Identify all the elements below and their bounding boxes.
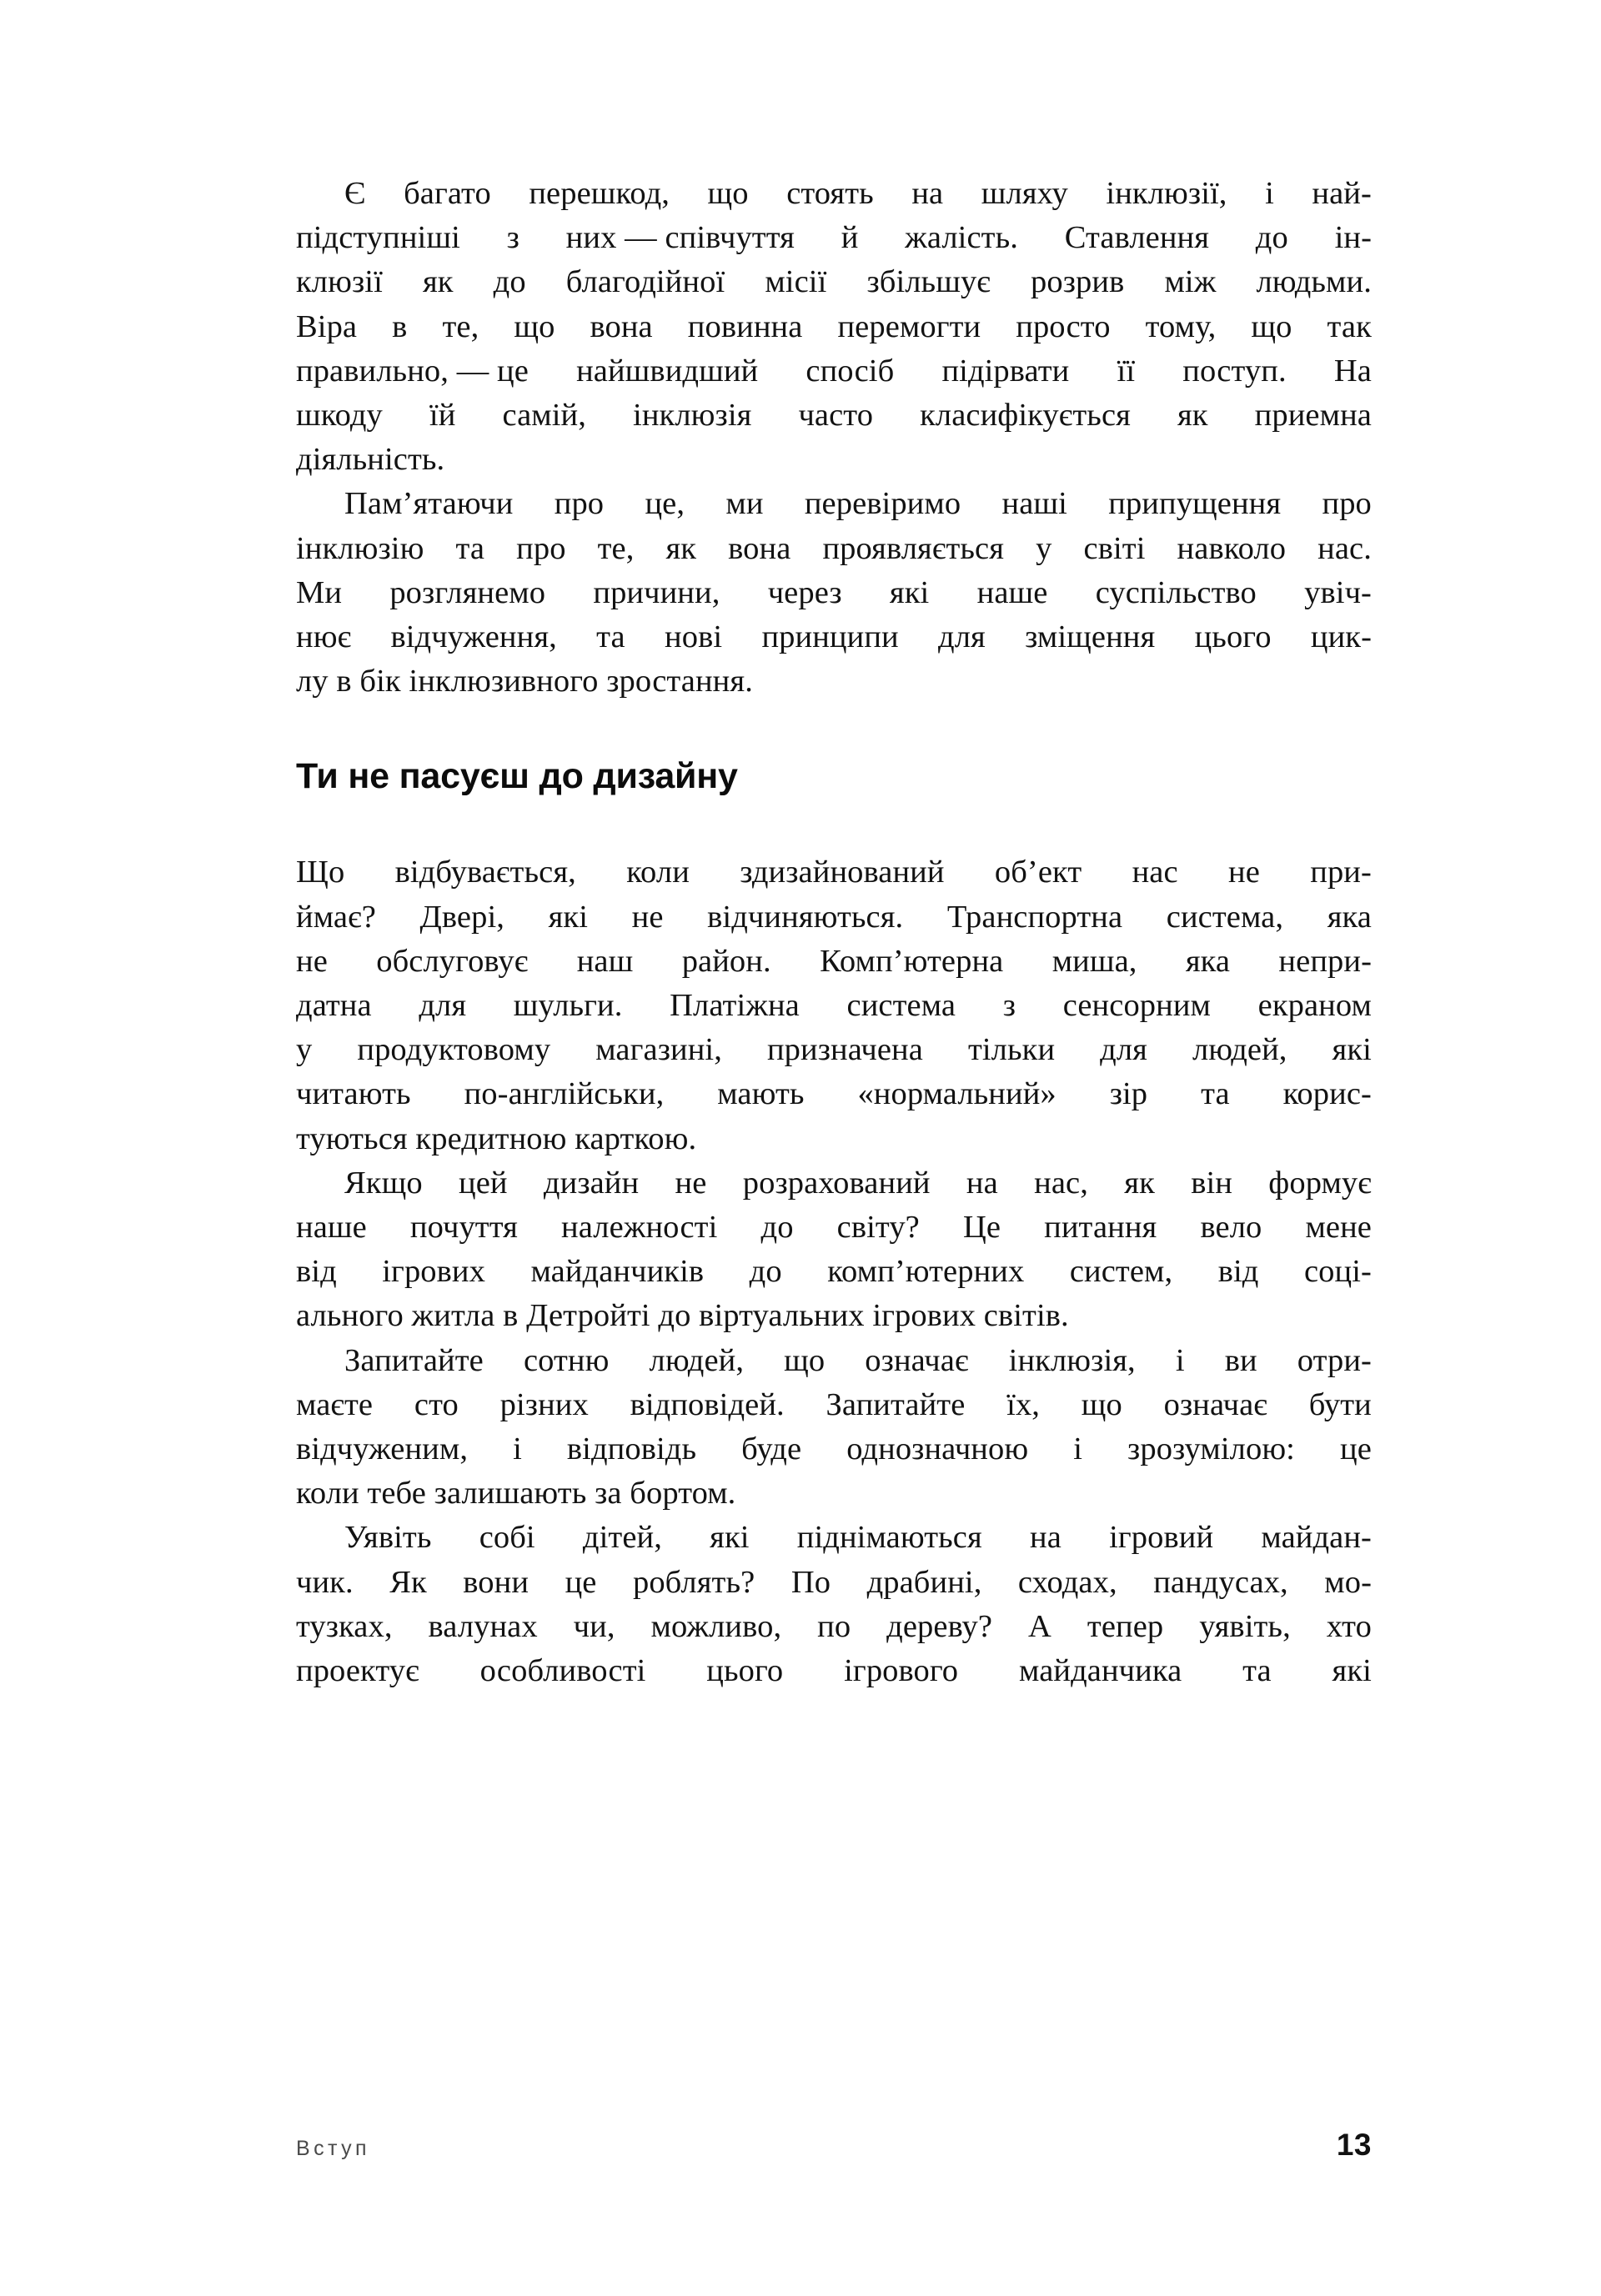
line-word: і	[1175, 1342, 1185, 1378]
text-line	[296, 482, 1372, 526]
paragraph-obstacles	[296, 172, 1372, 482]
line-word: спосіб	[806, 353, 895, 389]
line-word: як	[1124, 1165, 1155, 1201]
line-word: означає	[865, 1342, 969, 1378]
line-word: поступ.	[1182, 353, 1287, 389]
line-word: почуття	[409, 1210, 518, 1246]
line-word: і	[1073, 1431, 1083, 1467]
line-word: що	[707, 176, 749, 211]
line-word: та	[1201, 1076, 1230, 1112]
line-word: екраном	[1257, 988, 1372, 1024]
line-word: місії	[765, 264, 827, 300]
line-word: система	[846, 988, 956, 1024]
text-line: діяльність.	[296, 442, 445, 478]
line-word: Транспортна	[946, 899, 1123, 935]
text-line	[296, 172, 1372, 216]
line-word: розрахований	[742, 1165, 931, 1201]
line-word: вело	[1200, 1210, 1262, 1246]
line-word: ігровий	[1109, 1520, 1214, 1556]
text-line	[296, 1605, 1372, 1649]
line-word: причини,	[593, 574, 720, 610]
line-word: для	[1100, 1032, 1147, 1068]
line-word: належності	[561, 1210, 718, 1246]
text-column	[296, 172, 1372, 1693]
line-word: не	[675, 1165, 707, 1201]
line-word: Це	[962, 1210, 1001, 1246]
line-word: Платіжна	[670, 988, 800, 1024]
line-word: багато	[404, 176, 491, 211]
line-word: інклюзія,	[1008, 1342, 1136, 1378]
line-word: А	[1028, 1608, 1051, 1644]
line-word: які	[1332, 1653, 1372, 1689]
line-word: на	[1030, 1520, 1061, 1556]
line-word: вони	[463, 1564, 529, 1600]
line-word: формує	[1268, 1165, 1372, 1201]
text-line	[296, 850, 1372, 895]
line-word: тузках,	[296, 1608, 393, 1644]
line-word: ігрових	[382, 1254, 485, 1290]
line-word: від	[296, 1254, 337, 1290]
section-heading-design: Ти не пасуєш до дизайну	[296, 756, 738, 797]
line-word: система,	[1166, 899, 1284, 935]
line-word: тепер	[1087, 1608, 1164, 1644]
line-word: до	[760, 1210, 794, 1246]
text-line	[296, 1028, 1372, 1072]
line-word: можливо,	[650, 1608, 782, 1644]
line-word: по-англійськи,	[464, 1076, 665, 1112]
line-word: систем,	[1069, 1254, 1173, 1290]
line-word: сто	[414, 1386, 459, 1422]
line-word: те,	[442, 308, 479, 344]
line-word: Уявіть	[344, 1520, 432, 1556]
line-word: наші	[1001, 486, 1067, 522]
line-word: інклюзію	[296, 530, 424, 566]
line-word: уявіть,	[1199, 1608, 1291, 1644]
page-footer	[296, 2128, 1372, 2171]
text-line	[296, 615, 1372, 659]
line-word: мене	[1305, 1210, 1372, 1246]
line-word: відповідей.	[630, 1386, 785, 1422]
line-word: бути	[1308, 1386, 1372, 1422]
line-word: тільки	[967, 1032, 1056, 1068]
line-word: проявляється	[822, 530, 1005, 566]
line-word: це,	[645, 486, 685, 522]
line-word: повинна	[687, 308, 803, 344]
line-word: на	[911, 176, 944, 211]
line-word: приемна	[1254, 398, 1372, 434]
paragraph-assumptions	[296, 482, 1372, 704]
line-word: підступніші	[296, 220, 460, 256]
line-word: Комп’ютерна	[820, 943, 1004, 979]
line-word: класифікується	[920, 398, 1131, 434]
text-line: лу в бік інклюзивного зростання.	[296, 664, 753, 699]
line-word: шульги.	[513, 988, 623, 1024]
line-word: дітей,	[582, 1520, 662, 1556]
line-word: читають	[296, 1076, 411, 1112]
text-line	[296, 984, 1372, 1028]
line-word: пандусах,	[1153, 1564, 1288, 1600]
paragraph-hundred-people	[296, 1339, 1372, 1516]
line-word: суспільство	[1095, 574, 1257, 610]
line-word: це	[565, 1564, 597, 1600]
text-line	[296, 260, 1372, 304]
line-word: особливості	[479, 1653, 646, 1689]
line-word: Запитайте	[344, 1342, 484, 1378]
line-word: людей,	[649, 1342, 745, 1378]
line-word: отри-	[1297, 1342, 1372, 1378]
line-word: цей	[459, 1165, 508, 1201]
line-word: однозначною	[846, 1431, 1029, 1467]
text-line	[296, 305, 1372, 349]
line-word: продуктовому	[357, 1032, 551, 1068]
paragraph-belonging	[296, 1161, 1372, 1339]
line-word: про	[554, 486, 605, 522]
line-word: до	[493, 264, 526, 300]
line-word: цього	[706, 1653, 784, 1689]
line-word: мають	[717, 1076, 805, 1112]
line-word: що	[784, 1342, 826, 1378]
line-word: до	[749, 1254, 782, 1290]
line-word: розглянемо	[389, 574, 546, 610]
line-word: чи,	[573, 1608, 615, 1644]
line-word: це	[1340, 1431, 1372, 1467]
line-word: майданчика	[1019, 1653, 1182, 1689]
line-word: світі	[1083, 530, 1146, 566]
line-word: шкоду	[296, 398, 383, 434]
line-word: відповідь	[566, 1431, 697, 1467]
line-word: наше	[296, 1210, 367, 1246]
line-word: через	[767, 574, 842, 610]
line-word: людьми.	[1256, 264, 1372, 300]
line-word: соці-	[1303, 1254, 1372, 1290]
page-number: 13	[1336, 2128, 1372, 2162]
line-word: стоять	[786, 176, 874, 211]
line-word: тому,	[1145, 308, 1217, 344]
text-line	[296, 1250, 1372, 1294]
text-line	[296, 527, 1372, 571]
text-line	[296, 1072, 1372, 1116]
line-word: питання	[1044, 1210, 1157, 1246]
line-word: Якщо	[344, 1165, 423, 1201]
line-word: миша,	[1051, 943, 1137, 979]
line-word: сходах,	[1017, 1564, 1117, 1600]
line-word: навколо	[1177, 530, 1287, 566]
line-word: з	[1002, 988, 1016, 1024]
line-word: роблять?	[632, 1564, 755, 1600]
line-word: жалість.	[905, 220, 1018, 256]
line-word: найшвидший	[576, 353, 759, 389]
text-line	[296, 1516, 1372, 1560]
line-word: які	[710, 1520, 750, 1556]
line-word: об’ект	[994, 855, 1082, 890]
line-word: припущення	[1108, 486, 1282, 522]
heading-spacer-below	[296, 797, 1372, 850]
line-word: як	[665, 530, 697, 566]
line-word: та	[1242, 1653, 1272, 1689]
line-word: драбині,	[866, 1564, 982, 1600]
line-word: майдан-	[1261, 1520, 1372, 1556]
line-word: принципи	[761, 619, 899, 655]
line-word: які	[548, 899, 589, 935]
line-word: ін-	[1334, 220, 1372, 256]
line-word: Ми	[296, 574, 343, 610]
line-word: здизайнований	[740, 855, 945, 890]
line-word: сотню	[523, 1342, 610, 1378]
line-word: Ставлення	[1064, 220, 1210, 256]
text-line: туються кредитною карткою.	[296, 1120, 697, 1156]
text-line	[296, 940, 1372, 984]
line-word: На	[1333, 353, 1372, 389]
line-word: у	[296, 1032, 313, 1068]
text-line: ального житла в Детройті до віртуальних ігрових світів.	[296, 1298, 1069, 1334]
line-word: так	[1327, 308, 1372, 344]
line-word: просто	[1016, 308, 1111, 344]
line-word: що	[1251, 308, 1292, 344]
line-word: сенсорним	[1062, 988, 1212, 1024]
line-word: валунах	[428, 1608, 538, 1644]
line-word: про	[1322, 486, 1372, 522]
line-word: відбувається,	[394, 855, 576, 890]
line-word: та	[455, 530, 485, 566]
line-word: інклюзія	[633, 398, 752, 434]
line-word: до	[1255, 220, 1288, 256]
line-word: збільшує	[866, 264, 991, 300]
line-word: «нормальний»	[857, 1076, 1056, 1112]
line-word: майданчиків	[530, 1254, 705, 1290]
line-word: клюзії	[296, 264, 383, 300]
line-word: підірвати	[941, 353, 1070, 389]
line-word: як	[422, 264, 454, 300]
line-word: відчиняються.	[707, 899, 904, 935]
line-word: від	[1217, 1254, 1259, 1290]
text-line	[296, 1561, 1372, 1605]
line-word: про	[516, 530, 566, 566]
line-word: нас	[1132, 855, 1178, 890]
line-word: нові	[665, 619, 723, 655]
line-word: по	[817, 1608, 851, 1644]
line-word: які	[1332, 1032, 1372, 1068]
line-word: Пам’ятаючи	[344, 486, 514, 522]
line-word: перевіримо	[804, 486, 961, 522]
line-word: Є	[344, 176, 366, 211]
line-word: і	[1265, 176, 1274, 211]
text-line	[296, 1339, 1372, 1383]
line-word: на	[966, 1165, 998, 1201]
line-word: непри-	[1278, 943, 1372, 979]
line-word: хто	[1326, 1608, 1372, 1644]
text-line: коли тебе залишають за бортом.	[296, 1476, 736, 1511]
line-word: перешкод,	[529, 176, 670, 211]
line-word: й	[841, 220, 859, 256]
heading-spacer-above	[296, 704, 1372, 755]
text-line	[296, 1383, 1372, 1427]
line-word: для	[419, 988, 467, 1024]
line-word: цик-	[1310, 619, 1372, 655]
line-word: Як	[389, 1564, 427, 1600]
text-line	[296, 571, 1372, 615]
line-word: для	[938, 619, 986, 655]
line-word: перемогти	[837, 308, 981, 344]
line-word: буде	[741, 1431, 802, 1467]
line-word: проектує	[296, 1653, 419, 1689]
line-word: і	[513, 1431, 522, 1467]
line-word: яка	[1327, 899, 1372, 935]
line-word: най-	[1312, 176, 1372, 211]
footer-section-label: Вступ	[296, 2137, 370, 2160]
line-word: з	[506, 220, 519, 256]
line-word: вона	[590, 308, 653, 344]
line-word: між	[1164, 264, 1217, 300]
line-word: комп’ютерних	[827, 1254, 1025, 1290]
line-word: зір	[1109, 1076, 1148, 1112]
line-word: них — співчуття	[565, 220, 795, 256]
line-word: увіч-	[1304, 574, 1372, 610]
line-word: По	[790, 1564, 831, 1600]
line-word: магазині,	[595, 1032, 722, 1068]
line-word: корис-	[1282, 1076, 1372, 1112]
line-word: Віра	[296, 308, 358, 344]
line-word: їх,	[1006, 1386, 1041, 1422]
line-word: що	[514, 308, 555, 344]
line-word: Що	[296, 855, 345, 890]
line-word: наш	[576, 943, 634, 979]
line-word: нас,	[1034, 1165, 1088, 1201]
line-word: різних	[499, 1386, 589, 1422]
line-word: благодійної	[565, 264, 725, 300]
line-word: вона	[728, 530, 791, 566]
line-word: яка	[1185, 943, 1231, 979]
line-word: самій,	[502, 398, 586, 434]
paragraph-playground	[296, 1516, 1372, 1693]
line-word: цього	[1194, 619, 1272, 655]
text-line	[296, 394, 1372, 438]
line-word: у	[1036, 530, 1052, 566]
line-word: шляху	[981, 176, 1068, 211]
line-word: Запитайте	[826, 1386, 966, 1422]
line-word: часто	[798, 398, 874, 434]
line-word: їй	[429, 398, 456, 434]
line-word: зрозумілою:	[1127, 1431, 1295, 1467]
line-word: нас.	[1317, 530, 1372, 566]
line-word: дереву?	[886, 1608, 993, 1644]
line-word: коли	[626, 855, 690, 890]
line-word: дизайн	[543, 1165, 640, 1201]
line-word: що	[1081, 1386, 1122, 1422]
line-word: та	[596, 619, 625, 655]
text-line	[296, 1206, 1372, 1250]
text-line	[296, 216, 1372, 260]
paragraph-designed-object	[296, 850, 1372, 1161]
line-word: маєте	[296, 1386, 374, 1422]
line-word: датна	[296, 988, 372, 1024]
line-word: Двері,	[419, 899, 504, 935]
line-word: відчуженим,	[296, 1431, 469, 1467]
line-word: її	[1117, 353, 1136, 389]
line-word: при-	[1310, 855, 1372, 890]
text-line	[296, 1649, 1372, 1693]
line-word: наше	[976, 574, 1048, 610]
line-word: зміщення	[1025, 619, 1156, 655]
line-word: ігрового	[844, 1653, 959, 1689]
text-line	[296, 895, 1372, 940]
line-word: як	[1177, 398, 1208, 434]
line-word: призначена	[766, 1032, 923, 1068]
line-word: ймає?	[296, 899, 376, 935]
text-line	[296, 1427, 1372, 1471]
line-word: не	[631, 899, 664, 935]
line-word: мо-	[1324, 1564, 1372, 1600]
line-word: інклюзії,	[1106, 176, 1227, 211]
line-word: піднімаються	[796, 1520, 982, 1556]
line-word: він	[1191, 1165, 1232, 1201]
line-word: не	[296, 943, 328, 979]
line-word: означає	[1163, 1386, 1267, 1422]
line-word: ви	[1224, 1342, 1257, 1378]
line-word: те,	[597, 530, 635, 566]
line-word: світу?	[836, 1210, 920, 1246]
line-word: в	[392, 308, 408, 344]
line-word: не	[1228, 855, 1260, 890]
line-word: відчуження,	[390, 619, 557, 655]
line-word: правильно, — це	[296, 353, 529, 389]
text-line	[296, 1161, 1372, 1206]
line-word: які	[889, 574, 930, 610]
line-word: нює	[296, 619, 352, 655]
line-word: людей,	[1192, 1032, 1287, 1068]
line-word: собі	[479, 1520, 535, 1556]
line-word: розрив	[1031, 264, 1125, 300]
line-word: обслуговує	[376, 943, 529, 979]
line-word: чик.	[296, 1564, 354, 1600]
line-word: ми	[725, 486, 764, 522]
line-word: район.	[681, 943, 771, 979]
text-line	[296, 349, 1372, 394]
